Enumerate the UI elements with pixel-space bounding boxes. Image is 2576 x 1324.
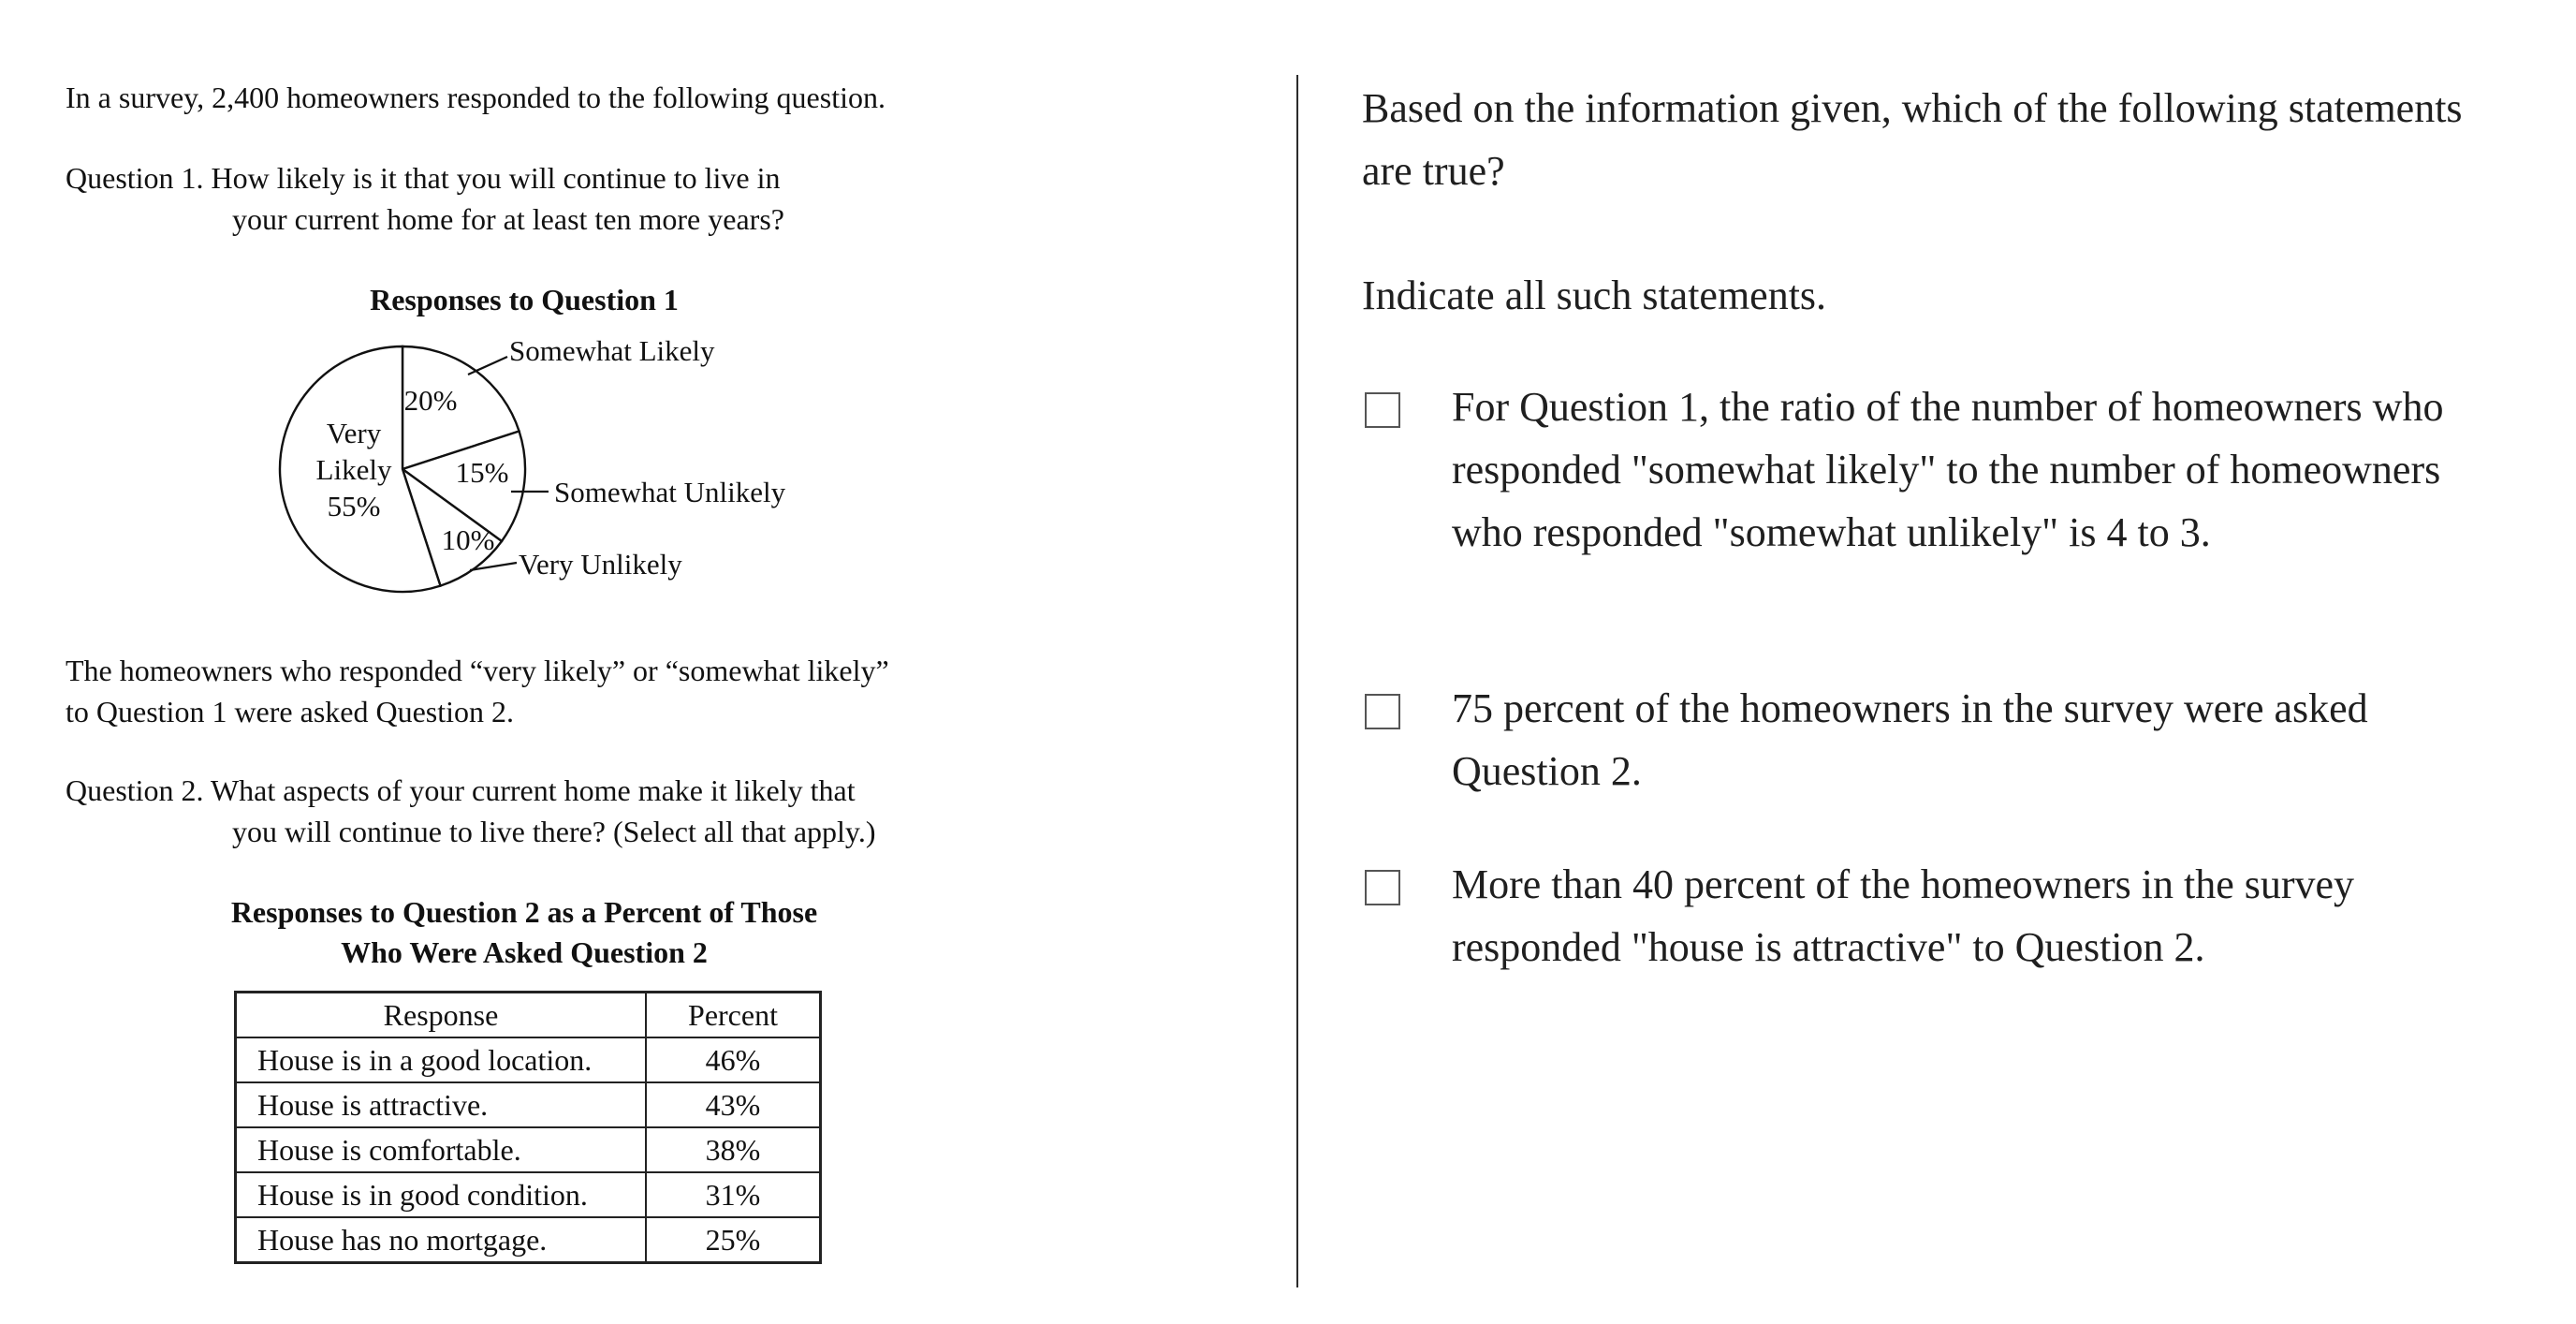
table-row <box>236 1127 821 1172</box>
survey-intro: In a survey, 2,400 homeowners responded to the following question. <box>66 81 886 114</box>
table-row <box>236 1082 821 1127</box>
column-header-response: Response <box>236 993 647 1038</box>
question-instruction: Indicate all such statements. <box>1362 272 1827 318</box>
pie-chart-title: Responses to Question 1 <box>370 283 679 316</box>
responses-table <box>234 991 822 1264</box>
option-1-checkbox[interactable] <box>1365 392 1400 428</box>
table-cell-percent: 46% <box>646 1037 821 1082</box>
table-header-row <box>236 993 821 1038</box>
option-2-checkbox[interactable] <box>1365 694 1400 729</box>
question-1-line-2: your current home for at least ten more years? <box>232 202 784 236</box>
table-cell-percent: 38% <box>646 1127 821 1172</box>
table-cell-percent: 31% <box>646 1172 821 1217</box>
question-prompt-line-2: are true? <box>1362 148 1505 194</box>
question-2-line-1: Question 2. What aspects of your current home make it likely that <box>66 773 856 807</box>
table-title-line-2: Who Were Asked Question 2 <box>341 935 708 969</box>
pie-label-very-likely-2: Likely <box>315 453 392 486</box>
table-row <box>236 1172 821 1217</box>
question-2-line-2: you will continue to live there? (Select all that apply.) <box>232 815 876 848</box>
table-cell-response: House is attractive. <box>236 1082 647 1127</box>
table-cell-percent: 25% <box>646 1217 821 1263</box>
question-panel <box>1362 0 2560 1324</box>
option-1-text: For Question 1, the ratio of the number of homeowners who responded "somewhat likely" to the number of homeowners who responded "somewhat unlikely" is 4 to 3. <box>1452 384 2444 555</box>
pie-label-very-likely-1: Very <box>326 417 382 449</box>
table-row <box>236 1037 821 1082</box>
option-2-text: 75 percent of the homeowners in the survey were asked Question 2. <box>1452 685 2368 794</box>
table-cell-response: House is comfortable. <box>236 1127 647 1172</box>
question-1-line-1: Question 1. How likely is it that you will continue to live in <box>66 161 781 195</box>
connector-line-2: to Question 1 were asked Question 2. <box>66 695 515 728</box>
connector-line-1: The homeowners who responded “very likely” or “somewhat likely” <box>66 654 889 687</box>
table-cell-response: House is in a good location. <box>236 1037 647 1082</box>
pie-label-somewhat-likely-pct: 20% <box>403 384 458 417</box>
callout-line-somewhat-likely <box>468 357 507 375</box>
table-title-line-1: Responses to Question 2 as a Percent of Those <box>230 895 818 929</box>
pie-label-very-likely-pct: 55% <box>327 490 381 522</box>
pie-label-very-unlikely-pct: 10% <box>441 523 495 556</box>
table-cell-response: House is in good condition. <box>236 1172 647 1217</box>
pie-label-somewhat-unlikely-pct: 15% <box>455 456 509 489</box>
question-prompt-line-1: Based on the information given, which of the following statements <box>1362 85 2463 131</box>
callout-somewhat-likely: Somewhat Likely <box>509 334 715 367</box>
option-3-checkbox[interactable] <box>1365 870 1400 905</box>
callout-somewhat-unlikely: Somewhat Unlikely <box>554 476 786 508</box>
table-cell-percent: 43% <box>646 1082 821 1127</box>
option-3-text: More than 40 percent of the homeowners in the survey responded "house is attractive" to Question 2. <box>1452 861 2355 970</box>
panel-divider <box>1296 75 1298 1287</box>
table-row <box>236 1217 821 1263</box>
pie-chart <box>271 332 852 604</box>
column-header-percent: Percent <box>646 993 821 1038</box>
table-cell-response: House has no mortgage. <box>236 1217 647 1263</box>
callout-very-unlikely: Very Unlikely <box>519 548 682 581</box>
